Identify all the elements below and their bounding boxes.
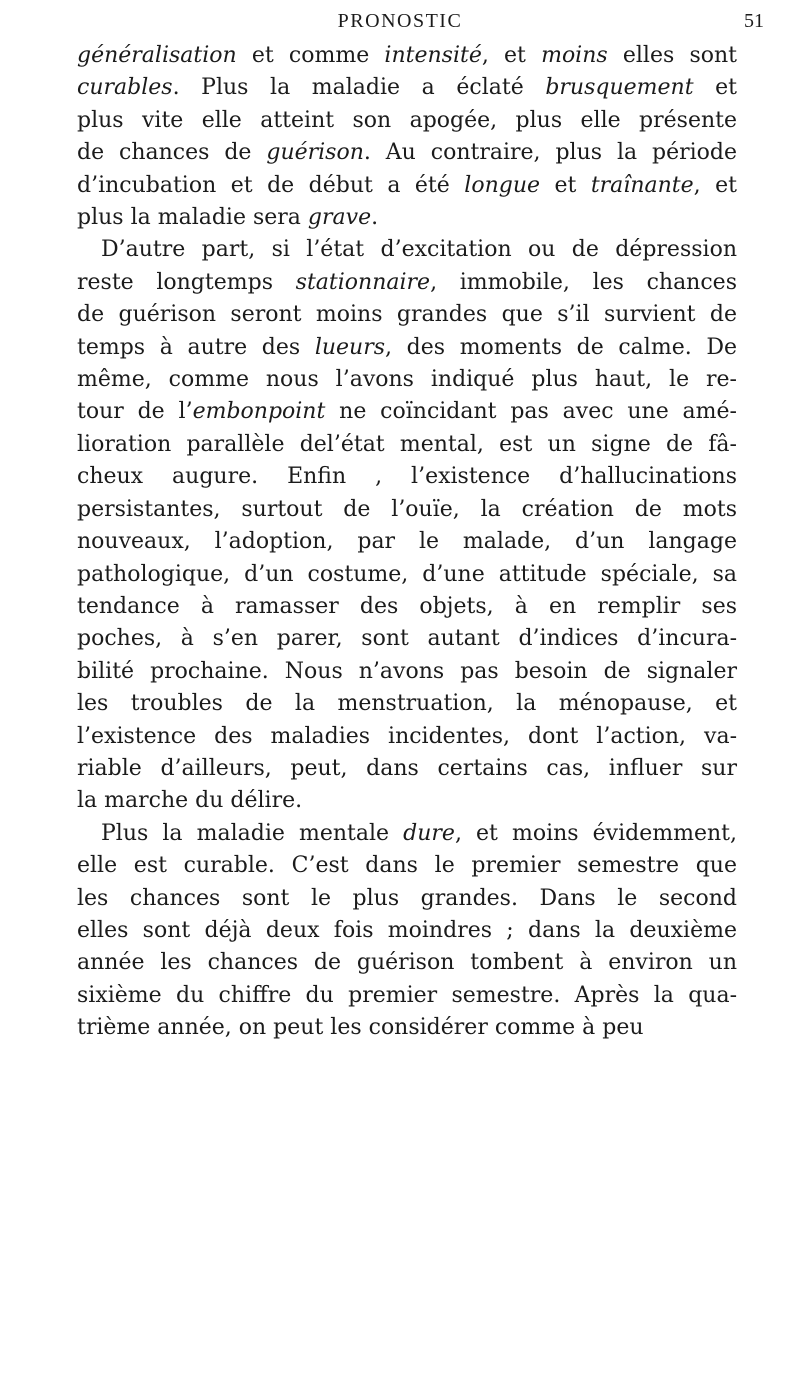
italic-term: généralisation <box>77 43 237 68</box>
page-number: 51 <box>744 10 764 32</box>
text-line <box>77 234 737 266</box>
text-run: D’autre part, si l’état d’excitation ou de dépression <box>101 237 737 263</box>
text-line <box>77 850 737 882</box>
text-run: reste longtemps <box>77 269 296 295</box>
text-run: et <box>693 75 738 101</box>
text-line <box>77 105 737 137</box>
text-line <box>77 170 737 202</box>
italic-term: longue <box>464 172 541 198</box>
text-line <box>77 721 737 753</box>
italic-term: grave <box>307 205 372 231</box>
text-run: nouveaux, l’adoption, par le malade, d’un langage <box>77 529 737 555</box>
text-run: ne coïncidant pas avec une amé- <box>325 399 737 425</box>
text-run: même, comme nous l’avons indiqué plus haut, le re- <box>77 367 737 393</box>
text-line <box>77 1012 737 1044</box>
text-run: bilité prochaine. Nous n’avons pas besoin de signaler <box>77 658 737 684</box>
text-run: la marche du délire. <box>77 788 303 814</box>
text-run: lioration parallèle del’état mental, est un signe de fâ- <box>77 431 737 457</box>
text-line <box>77 753 737 785</box>
italic-term: intensité <box>384 43 482 68</box>
text-line <box>77 461 737 493</box>
text-line <box>77 137 737 169</box>
text-line <box>77 494 737 526</box>
text-run: sixième du chiffre du premier semestre. Après la qua- <box>77 982 737 1008</box>
text-line <box>77 656 737 688</box>
text-run: . <box>371 205 379 231</box>
text-run: et <box>540 172 591 198</box>
text-run: . Plus la maladie a éclaté <box>172 75 546 101</box>
text-line <box>77 559 737 591</box>
text-run: plus vite elle atteint son apogée, plus elle présente <box>77 107 737 133</box>
text-run: d’incubation et de début a été <box>77 172 465 198</box>
text-line <box>77 396 737 428</box>
text-line <box>77 72 737 104</box>
text-run: poches, à s’en parer, sont autant d’indices d’incura- <box>77 626 737 652</box>
text-line <box>77 429 737 461</box>
text-run: plus la maladie sera <box>77 205 308 231</box>
italic-term: curables <box>77 75 173 101</box>
text-line <box>77 267 737 299</box>
text-run: , et <box>481 43 542 68</box>
text-run: Plus la maladie mentale <box>101 820 404 846</box>
text-run: temps à autre des <box>77 334 315 360</box>
text-line <box>77 980 737 1012</box>
text-line <box>77 785 737 817</box>
text-line <box>77 688 737 720</box>
italic-term: dure <box>403 820 455 846</box>
text-run: tour de l’ <box>77 399 193 425</box>
italic-term: embonpoint <box>192 399 326 425</box>
text-line <box>77 364 737 396</box>
text-line <box>77 299 737 331</box>
text-run: pathologique, d’un costume, d’une attitude spéciale, sa <box>77 561 737 587</box>
body-text <box>77 40 737 1045</box>
italic-term: traînante <box>590 172 694 198</box>
text-line <box>77 623 737 655</box>
text-run: . Au contraire, plus la période <box>363 140 738 166</box>
text-line <box>77 818 737 850</box>
text-line <box>77 332 737 364</box>
text-line <box>77 202 737 234</box>
italic-term: stationnaire <box>295 269 431 295</box>
text-line <box>77 591 737 623</box>
text-line <box>77 947 737 979</box>
running-title: PRONOSTIC <box>337 10 463 32</box>
italic-term: moins <box>541 43 608 68</box>
text-line <box>77 915 737 947</box>
text-run: , et <box>693 172 737 198</box>
text-run: trième année, on peut les considérer comme à peu <box>77 1015 644 1041</box>
text-run: les chances sont le plus grandes. Dans le second <box>77 885 737 911</box>
text-run: persistantes, surtout de l’ouïe, la création de mots <box>77 496 737 522</box>
italic-term: guérison <box>266 140 364 166</box>
text-line <box>77 40 737 72</box>
text-run: , des moments de calme. De <box>385 334 737 360</box>
text-run: , immobile, les chances <box>430 269 737 295</box>
text-run: elles sont <box>607 43 737 68</box>
text-line <box>77 883 737 915</box>
text-run: l’existence des maladies incidentes, dont l’action, va- <box>77 723 737 749</box>
text-run: tendance à ramasser des objets, à en remplir ses <box>77 593 737 619</box>
text-line <box>77 526 737 558</box>
text-run: de guérison seront moins grandes que s’il survient de <box>77 302 737 328</box>
text-run: les troubles de la menstruation, la ménopause, et <box>77 691 737 717</box>
text-run: année les chances de guérison tombent à environ un <box>77 950 737 976</box>
text-run: et comme <box>236 43 385 68</box>
text-run: de chances de <box>77 140 267 166</box>
italic-term: lueurs <box>314 334 386 360</box>
text-run: elle est curable. C’est dans le premier semestre que <box>77 853 737 879</box>
text-run: elles sont déjà deux fois moindres ; dans la deuxième <box>77 917 737 943</box>
text-run: cheux augure. Enfin , l’existence d’hallucinations <box>77 464 737 490</box>
text-run: , et moins évidemment, <box>454 820 737 846</box>
italic-term: brusquement <box>545 75 694 101</box>
text-run: riable d’ailleurs, peut, dans certains cas, influer sur <box>77 755 737 781</box>
running-head <box>0 6 800 36</box>
